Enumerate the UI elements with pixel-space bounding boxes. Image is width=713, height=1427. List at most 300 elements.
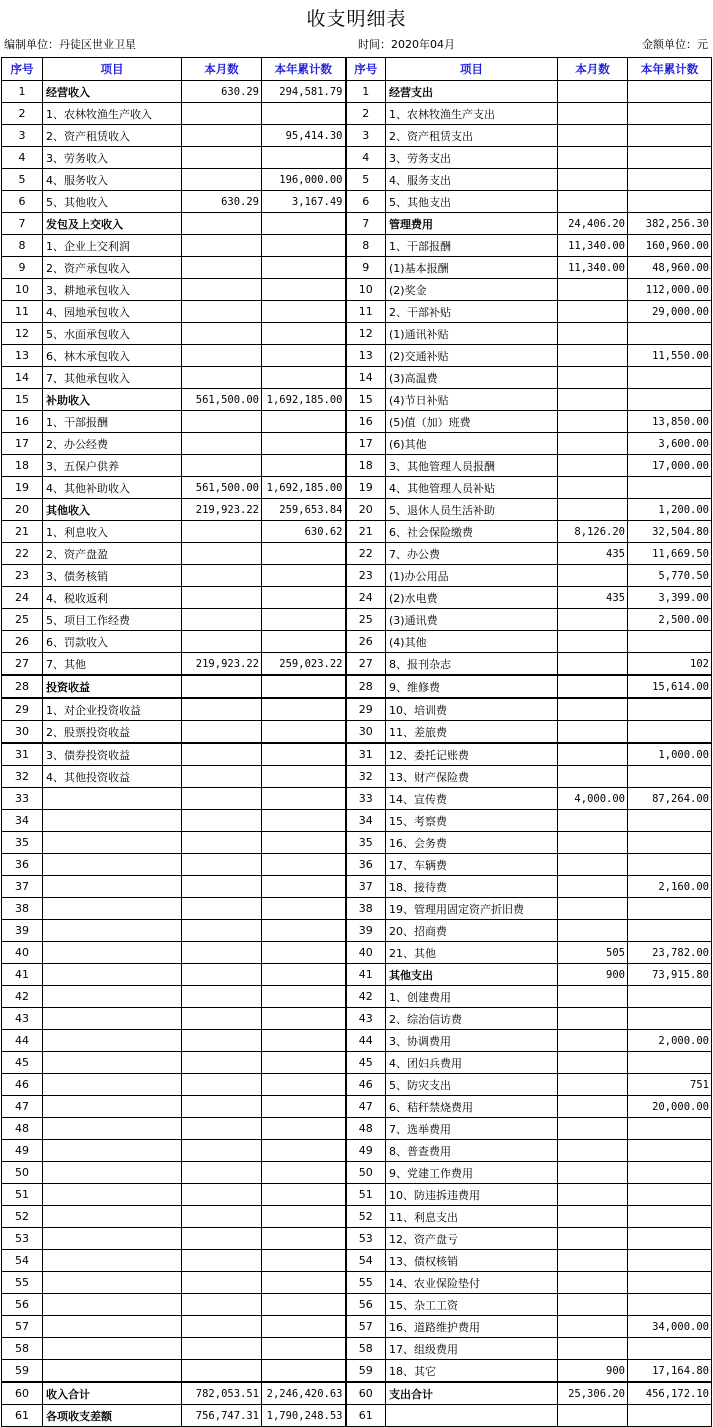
table-row — [2, 743, 712, 766]
cell-seq-right: 8 — [346, 235, 386, 257]
cell-seq-right: 47 — [346, 1096, 386, 1118]
cell-ytd-left — [262, 898, 346, 920]
cell-month-right: 11,340.00 — [558, 235, 628, 257]
cell-ytd-left — [262, 455, 346, 477]
cell-seq-left: 50 — [2, 1162, 43, 1184]
cell-item-left: 1、利息收入 — [43, 521, 182, 543]
cell-item-left: 发包及上交收入 — [43, 213, 182, 235]
cell-item-left — [43, 788, 182, 810]
cell-seq-right: 37 — [346, 876, 386, 898]
cell-ytd-left — [262, 631, 346, 653]
cell-ytd-left — [262, 565, 346, 587]
cell-seq-right: 2 — [346, 103, 386, 125]
cell-month-left — [182, 521, 262, 543]
cell-item-right: 13、债权核销 — [386, 1250, 558, 1272]
cell-seq-right: 23 — [346, 565, 386, 587]
cell-seq-right: 21 — [346, 521, 386, 543]
cell-month-right — [558, 810, 628, 832]
cell-ytd-left — [262, 609, 346, 631]
cell-ytd-left — [262, 147, 346, 169]
cell-ytd-left: 1,692,185.00 — [262, 477, 346, 499]
cell-month-left — [182, 1052, 262, 1074]
cell-item-left — [43, 1140, 182, 1162]
cell-item-left: 4、其他补助收入 — [43, 477, 182, 499]
cell-item-right: 18、接待费 — [386, 876, 558, 898]
cell-ytd-right — [628, 920, 712, 942]
cell-seq-left: 16 — [2, 411, 43, 433]
cell-month-right — [558, 898, 628, 920]
cell-seq-left: 10 — [2, 279, 43, 301]
cell-seq-left: 28 — [2, 675, 43, 698]
cell-seq-right: 16 — [346, 411, 386, 433]
table-row — [2, 898, 712, 920]
cell-item-right: 12、资产盘亏 — [386, 1228, 558, 1250]
table-row — [2, 1338, 712, 1360]
cell-month-left — [182, 1360, 262, 1383]
cell-seq-left: 45 — [2, 1052, 43, 1074]
table-row — [2, 1162, 712, 1184]
cell-ytd-left — [262, 1250, 346, 1272]
cell-month-right: 8,126.20 — [558, 521, 628, 543]
cell-ytd-left — [262, 1316, 346, 1338]
cell-seq-right: 20 — [346, 499, 386, 521]
cell-ytd-left — [262, 1162, 346, 1184]
cell-seq-left: 18 — [2, 455, 43, 477]
cell-ytd-right: 382,256.30 — [628, 213, 712, 235]
cell-seq-left: 13 — [2, 345, 43, 367]
table-row — [2, 103, 712, 125]
cell-ytd-left — [262, 854, 346, 876]
cell-month-right — [558, 743, 628, 766]
table-row — [2, 1008, 712, 1030]
cell-month-left — [182, 1118, 262, 1140]
cell-ytd-left — [262, 832, 346, 854]
table-row — [2, 1382, 712, 1405]
cell-month-left — [182, 323, 262, 345]
cell-month-right — [558, 721, 628, 744]
cell-month-right — [558, 1294, 628, 1316]
cell-seq-right: 22 — [346, 543, 386, 565]
cell-seq-left: 38 — [2, 898, 43, 920]
cell-month-left: 219,923.22 — [182, 653, 262, 676]
cell-month-right — [558, 1228, 628, 1250]
cell-month-right — [558, 1052, 628, 1074]
table-row — [2, 986, 712, 1008]
cell-ytd-right — [628, 125, 712, 147]
cell-month-right — [558, 1184, 628, 1206]
cell-item-right: 8、报刊杂志 — [386, 653, 558, 676]
cell-ytd-left — [262, 964, 346, 986]
cell-item-left: 2、资产承包收入 — [43, 257, 182, 279]
cell-item-left — [43, 964, 182, 986]
cell-month-right: 900 — [558, 964, 628, 986]
cell-month-right — [558, 345, 628, 367]
cell-month-left — [182, 411, 262, 433]
cell-ytd-left: 259,653.84 — [262, 499, 346, 521]
cell-month-right — [558, 367, 628, 389]
cell-ytd-left — [262, 367, 346, 389]
table-row — [2, 323, 712, 345]
cell-item-left — [43, 1360, 182, 1383]
cell-item-right: 8、普查费用 — [386, 1140, 558, 1162]
table-row — [2, 169, 712, 191]
cell-item-right: 2、资产租赁支出 — [386, 125, 558, 147]
cell-ytd-right — [628, 1118, 712, 1140]
cell-ytd-left — [262, 788, 346, 810]
cell-seq-left: 29 — [2, 698, 43, 721]
cell-month-left: 630.29 — [182, 191, 262, 213]
cell-item-right: 5、防灾支出 — [386, 1074, 558, 1096]
cell-ytd-left — [262, 698, 346, 721]
cell-item-right: (1)办公用品 — [386, 565, 558, 587]
table-row — [2, 499, 712, 521]
cell-seq-right: 48 — [346, 1118, 386, 1140]
cell-seq-left: 35 — [2, 832, 43, 854]
report-date-label: 时间：2020年04月 — [358, 38, 455, 51]
table-row — [2, 788, 712, 810]
table-row — [2, 411, 712, 433]
header-month-right: 本月数 — [558, 58, 628, 81]
cell-seq-left: 56 — [2, 1294, 43, 1316]
table-row — [2, 1316, 712, 1338]
cell-seq-right: 34 — [346, 810, 386, 832]
table-row — [2, 367, 712, 389]
cell-month-right: 505 — [558, 942, 628, 964]
cell-month-left — [182, 1272, 262, 1294]
table-row — [2, 213, 712, 235]
cell-item-left: 2、资产盘盈 — [43, 543, 182, 565]
cell-item-right: 17、组级费用 — [386, 1338, 558, 1360]
cell-ytd-right — [628, 1272, 712, 1294]
cell-month-left — [182, 854, 262, 876]
cell-item-left: 4、税收返利 — [43, 587, 182, 609]
cell-ytd-right — [628, 147, 712, 169]
cell-ytd-right — [628, 810, 712, 832]
cell-item-left — [43, 1008, 182, 1030]
cell-seq-left: 8 — [2, 235, 43, 257]
cell-item-left — [43, 810, 182, 832]
cell-ytd-left — [262, 213, 346, 235]
table-row — [2, 1096, 712, 1118]
cell-item-right: 16、道路维护费用 — [386, 1316, 558, 1338]
cell-ytd-left — [262, 279, 346, 301]
cell-ytd-right — [628, 323, 712, 345]
cell-ytd-right — [628, 477, 712, 499]
table-row — [2, 1030, 712, 1052]
cell-item-left: 1、企业上交利润 — [43, 235, 182, 257]
cell-month-right: 11,340.00 — [558, 257, 628, 279]
header-seq-left: 序号 — [2, 58, 43, 81]
cell-month-left — [182, 920, 262, 942]
cell-ytd-left — [262, 587, 346, 609]
cell-seq-left: 46 — [2, 1074, 43, 1096]
cell-item-right: 14、宣传费 — [386, 788, 558, 810]
cell-month-left: 756,747.31 — [182, 1405, 262, 1427]
cell-month-right — [558, 1096, 628, 1118]
cell-month-left — [182, 433, 262, 455]
cell-month-left: 630.29 — [182, 81, 262, 103]
cell-month-right — [558, 766, 628, 788]
cell-seq-right: 43 — [346, 1008, 386, 1030]
table-row — [2, 147, 712, 169]
cell-ytd-right: 456,172.10 — [628, 1382, 712, 1405]
table-row — [2, 1118, 712, 1140]
cell-seq-right: 51 — [346, 1184, 386, 1206]
cell-seq-right: 29 — [346, 698, 386, 721]
cell-ytd-right — [628, 1052, 712, 1074]
cell-month-left — [182, 876, 262, 898]
cell-item-right: (6)其他 — [386, 433, 558, 455]
cell-ytd-left — [262, 1272, 346, 1294]
cell-ytd-right — [628, 854, 712, 876]
cell-item-left: 其他收入 — [43, 499, 182, 521]
cell-item-left — [43, 832, 182, 854]
cell-seq-right: 9 — [346, 257, 386, 279]
cell-month-right — [558, 323, 628, 345]
cell-item-right: 3、其他管理人员报酬 — [386, 455, 558, 477]
cell-month-left — [182, 125, 262, 147]
cell-seq-left: 47 — [2, 1096, 43, 1118]
cell-ytd-left — [262, 1338, 346, 1360]
cell-seq-left: 31 — [2, 743, 43, 766]
cell-seq-right: 10 — [346, 279, 386, 301]
cell-ytd-left: 95,414.30 — [262, 125, 346, 147]
cell-seq-right: 31 — [346, 743, 386, 766]
cell-item-right: (1)基本报酬 — [386, 257, 558, 279]
cell-seq-left: 53 — [2, 1228, 43, 1250]
cell-ytd-right: 11,669.50 — [628, 543, 712, 565]
cell-item-right: 7、办公费 — [386, 543, 558, 565]
table-header-row — [2, 58, 712, 81]
cell-item-left: 各项收支差额 — [43, 1405, 182, 1427]
cell-item-right: 1、创建费用 — [386, 986, 558, 1008]
cell-item-left: 4、园地承包收入 — [43, 301, 182, 323]
cell-seq-left: 17 — [2, 433, 43, 455]
cell-month-left — [182, 631, 262, 653]
table-row — [2, 345, 712, 367]
table-row — [2, 810, 712, 832]
cell-ytd-left: 196,000.00 — [262, 169, 346, 191]
cell-seq-right: 56 — [346, 1294, 386, 1316]
cell-item-left: 7、其他 — [43, 653, 182, 676]
cell-ytd-right — [628, 389, 712, 411]
cell-seq-left: 61 — [2, 1405, 43, 1427]
cell-month-left — [182, 301, 262, 323]
table-row — [2, 1228, 712, 1250]
cell-item-left — [43, 920, 182, 942]
cell-seq-left: 22 — [2, 543, 43, 565]
cell-ytd-right — [628, 1008, 712, 1030]
cell-month-right — [558, 279, 628, 301]
cell-seq-right: 46 — [346, 1074, 386, 1096]
cell-ytd-left — [262, 942, 346, 964]
cell-item-right: 18、其它 — [386, 1360, 558, 1383]
cell-item-left — [43, 1272, 182, 1294]
cell-seq-right: 18 — [346, 455, 386, 477]
cell-item-left: 2、办公经费 — [43, 433, 182, 455]
cell-item-left — [43, 876, 182, 898]
cell-month-right — [558, 389, 628, 411]
cell-ytd-right — [628, 1405, 712, 1427]
cell-month-left — [182, 986, 262, 1008]
cell-item-left — [43, 1206, 182, 1228]
cell-seq-right: 30 — [346, 721, 386, 744]
cell-month-left — [182, 1228, 262, 1250]
cell-ytd-right: 2,500.00 — [628, 609, 712, 631]
cell-seq-left: 52 — [2, 1206, 43, 1228]
table-row — [2, 125, 712, 147]
cell-seq-left: 41 — [2, 964, 43, 986]
cell-ytd-left — [262, 1118, 346, 1140]
cell-ytd-left — [262, 543, 346, 565]
cell-seq-right: 54 — [346, 1250, 386, 1272]
cell-item-right: 9、党建工作费用 — [386, 1162, 558, 1184]
cell-month-left — [182, 345, 262, 367]
cell-ytd-right: 34,000.00 — [628, 1316, 712, 1338]
cell-month-left — [182, 1250, 262, 1272]
cell-ytd-left — [262, 345, 346, 367]
cell-seq-right: 32 — [346, 766, 386, 788]
cell-month-left — [182, 675, 262, 698]
cell-seq-left: 12 — [2, 323, 43, 345]
table-row — [2, 1250, 712, 1272]
cell-ytd-left — [262, 1140, 346, 1162]
cell-item-left — [43, 942, 182, 964]
cell-item-right: 5、其他支出 — [386, 191, 558, 213]
cell-ytd-left — [262, 1228, 346, 1250]
cell-item-left: 1、干部报酬 — [43, 411, 182, 433]
cell-ytd-right — [628, 1294, 712, 1316]
cell-seq-right: 4 — [346, 147, 386, 169]
cell-seq-right: 58 — [346, 1338, 386, 1360]
header-item-right: 项目 — [386, 58, 558, 81]
cell-month-left — [182, 147, 262, 169]
cell-month-right — [558, 1250, 628, 1272]
cell-ytd-left — [262, 1008, 346, 1030]
cell-ytd-right — [628, 986, 712, 1008]
table-row — [2, 1074, 712, 1096]
cell-month-left — [182, 103, 262, 125]
cell-seq-right: 7 — [346, 213, 386, 235]
cell-seq-left: 51 — [2, 1184, 43, 1206]
cell-month-left — [182, 1338, 262, 1360]
header-month-left: 本月数 — [182, 58, 262, 81]
cell-item-right: 10、防违拆违费用 — [386, 1184, 558, 1206]
cell-seq-right: 24 — [346, 587, 386, 609]
cell-ytd-right — [628, 832, 712, 854]
cell-item-right: 21、其他 — [386, 942, 558, 964]
table-row — [2, 587, 712, 609]
cell-item-left — [43, 986, 182, 1008]
cell-seq-right: 3 — [346, 125, 386, 147]
cell-month-right: 900 — [558, 1360, 628, 1383]
cell-month-right — [558, 698, 628, 721]
table-row — [2, 235, 712, 257]
table-row — [2, 433, 712, 455]
cell-seq-left: 57 — [2, 1316, 43, 1338]
cell-seq-left: 19 — [2, 477, 43, 499]
cell-seq-left: 23 — [2, 565, 43, 587]
cell-item-right: 14、农业保险垫付 — [386, 1272, 558, 1294]
cell-item-right: 2、干部补贴 — [386, 301, 558, 323]
cell-month-right: 25,306.20 — [558, 1382, 628, 1405]
table-row — [2, 521, 712, 543]
cell-item-right: 13、财产保险费 — [386, 766, 558, 788]
cell-ytd-right — [628, 698, 712, 721]
table-row — [2, 301, 712, 323]
cell-item-left: 3、债务核销 — [43, 565, 182, 587]
cell-month-right — [558, 631, 628, 653]
cell-ytd-left — [262, 1206, 346, 1228]
cell-month-right — [558, 1206, 628, 1228]
cell-item-left: 3、劳务收入 — [43, 147, 182, 169]
cell-item-left — [43, 1096, 182, 1118]
cell-seq-right: 19 — [346, 477, 386, 499]
cell-ytd-right: 23,782.00 — [628, 942, 712, 964]
cell-item-left: 6、林木承包收入 — [43, 345, 182, 367]
table-row — [2, 832, 712, 854]
cell-month-right — [558, 1118, 628, 1140]
cell-item-right: 16、会务费 — [386, 832, 558, 854]
cell-ytd-right — [628, 1228, 712, 1250]
cell-seq-left: 3 — [2, 125, 43, 147]
table-row — [2, 389, 712, 411]
cell-ytd-right — [628, 169, 712, 191]
cell-item-left — [43, 1074, 182, 1096]
cell-seq-left: 49 — [2, 1140, 43, 1162]
cell-ytd-left — [262, 257, 346, 279]
cell-ytd-right: 13,850.00 — [628, 411, 712, 433]
cell-seq-left: 9 — [2, 257, 43, 279]
cell-month-left — [182, 832, 262, 854]
cell-seq-right: 33 — [346, 788, 386, 810]
cell-seq-right: 38 — [346, 898, 386, 920]
cell-month-right — [558, 125, 628, 147]
cell-item-right: 1、农林牧渔生产支出 — [386, 103, 558, 125]
cell-seq-left: 25 — [2, 609, 43, 631]
cell-ytd-left — [262, 876, 346, 898]
header-item-left: 项目 — [43, 58, 182, 81]
cell-item-left: 3、债券投资收益 — [43, 743, 182, 766]
cell-ytd-right — [628, 1162, 712, 1184]
table-row — [2, 631, 712, 653]
cell-item-right: (3)通讯费 — [386, 609, 558, 631]
table-row — [2, 1052, 712, 1074]
cell-seq-left: 30 — [2, 721, 43, 744]
cell-item-left — [43, 1030, 182, 1052]
cell-item-right: (3)高温费 — [386, 367, 558, 389]
cell-ytd-right — [628, 81, 712, 103]
cell-seq-right: 41 — [346, 964, 386, 986]
cell-item-right: 17、车辆费 — [386, 854, 558, 876]
table-row — [2, 609, 712, 631]
cell-item-right: 1、干部报酬 — [386, 235, 558, 257]
cell-item-left — [43, 1250, 182, 1272]
cell-ytd-right — [628, 191, 712, 213]
cell-month-left: 782,053.51 — [182, 1382, 262, 1405]
cell-seq-left: 58 — [2, 1338, 43, 1360]
cell-ytd-right — [628, 766, 712, 788]
cell-month-left: 561,500.00 — [182, 389, 262, 411]
table-row — [2, 964, 712, 986]
table-row — [2, 854, 712, 876]
cell-item-left — [43, 1338, 182, 1360]
cell-item-right: 9、维修费 — [386, 675, 558, 698]
cell-item-left: 2、股票投资收益 — [43, 721, 182, 744]
cell-ytd-right — [628, 103, 712, 125]
cell-item-left — [43, 898, 182, 920]
header-ytd-left: 本年累计数 — [262, 58, 346, 81]
